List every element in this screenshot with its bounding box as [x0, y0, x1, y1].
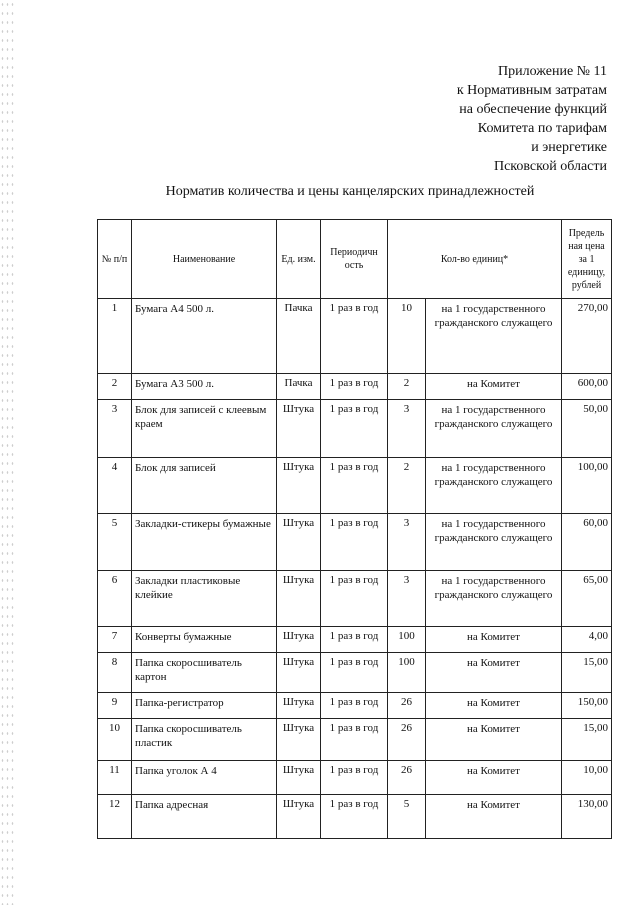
document-title: Норматив количества и цены канцелярских принадлежностей — [165, 184, 535, 199]
cell-name: Блок для записей с клеевым краем — [132, 400, 277, 458]
header-name: Наименование — [132, 220, 277, 299]
cell-frequency: 1 раз в год — [321, 374, 388, 400]
table-row — [98, 653, 612, 693]
cell-price: 50,00 — [562, 400, 612, 458]
table-row — [98, 693, 612, 719]
cell-unit: Штука — [277, 693, 321, 719]
header-unit: Ед. изм. — [277, 220, 321, 299]
cell-frequency: 1 раз в год — [321, 761, 388, 795]
cell-count: 3 — [388, 571, 426, 627]
cell-num: 11 — [98, 761, 132, 795]
cell-price: 600,00 — [562, 374, 612, 400]
cell-num: 7 — [98, 627, 132, 653]
cell-price: 270,00 — [562, 299, 612, 374]
cell-unit: Штука — [277, 514, 321, 571]
cell-count: 26 — [388, 719, 426, 761]
cell-unit: Штука — [277, 761, 321, 795]
cell-num: 2 — [98, 374, 132, 400]
cell-unit: Штука — [277, 400, 321, 458]
cell-num: 5 — [98, 514, 132, 571]
cell-frequency: 1 раз в год — [321, 458, 388, 514]
cell-frequency: 1 раз в год — [321, 299, 388, 374]
table-row — [98, 627, 612, 653]
cell-price: 15,00 — [562, 719, 612, 761]
cell-unit: Штука — [277, 795, 321, 839]
cell-recipient: на 1 государственного гражданского служащего — [426, 299, 562, 374]
cell-num: 1 — [98, 299, 132, 374]
cell-num: 12 — [98, 795, 132, 839]
cell-price: 60,00 — [562, 514, 612, 571]
table-row — [98, 761, 612, 795]
cell-num: 9 — [98, 693, 132, 719]
cell-name: Папка скоросшиватель картон — [132, 653, 277, 693]
cell-recipient: на 1 государственного гражданского служащего — [426, 400, 562, 458]
cell-frequency: 1 раз в год — [321, 653, 388, 693]
cell-name: Папка уголок А 4 — [132, 761, 277, 795]
table-row — [98, 719, 612, 761]
cell-frequency: 1 раз в год — [321, 627, 388, 653]
cell-price: 150,00 — [562, 693, 612, 719]
cell-price: 4,00 — [562, 627, 612, 653]
header-num: № п/п — [98, 220, 132, 299]
cell-count: 3 — [388, 400, 426, 458]
table-row — [98, 514, 612, 571]
cell-count: 5 — [388, 795, 426, 839]
table-row — [98, 571, 612, 627]
cell-price: 10,00 — [562, 761, 612, 795]
cell-name: Блок для записей — [132, 458, 277, 514]
table-row — [98, 400, 612, 458]
cell-price: 100,00 — [562, 458, 612, 514]
cell-num: 3 — [98, 400, 132, 458]
cell-frequency: 1 раз в год — [321, 693, 388, 719]
cell-name: Закладки пластиковые клейкие — [132, 571, 277, 627]
cell-frequency: 1 раз в год — [321, 571, 388, 627]
header-quantity: Кол-во единиц* — [388, 220, 562, 299]
appendix-line: Псковской области — [493, 159, 607, 174]
cell-count: 100 — [388, 627, 426, 653]
cell-num: 4 — [98, 458, 132, 514]
header-price: Предель ная цена за 1 единицу, рублей — [562, 220, 612, 299]
appendix-header — [457, 62, 607, 176]
cell-recipient: на Комитет — [426, 795, 562, 839]
cell-unit: Штука — [277, 571, 321, 627]
cell-recipient: на Комитет — [426, 653, 562, 693]
norms-table — [97, 219, 612, 839]
cell-recipient: на Комитет — [426, 719, 562, 761]
appendix-line: на обеспечение функций — [459, 102, 607, 117]
cell-count: 100 — [388, 653, 426, 693]
cell-recipient: на Комитет — [426, 627, 562, 653]
cell-name: Бумага А3 500 л. — [132, 374, 277, 400]
table-row — [98, 299, 612, 374]
cell-recipient: на Комитет — [426, 693, 562, 719]
cell-count: 26 — [388, 761, 426, 795]
cell-name: Закладки-стикеры бумажные — [132, 514, 277, 571]
cell-name: Папка адресная — [132, 795, 277, 839]
cell-price: 130,00 — [562, 795, 612, 839]
cell-unit: Штука — [277, 719, 321, 761]
appendix-line: и энергетике — [531, 140, 607, 155]
table-row — [98, 795, 612, 839]
appendix-line: Комитета по тарифам — [477, 121, 607, 136]
header-frequency: Периодичн ость — [321, 220, 388, 299]
cell-price: 65,00 — [562, 571, 612, 627]
cell-price: 15,00 — [562, 653, 612, 693]
cell-count: 3 — [388, 514, 426, 571]
cell-name: Бумага А4 500 л. — [132, 299, 277, 374]
cell-recipient: на Комитет — [426, 761, 562, 795]
cell-unit: Пачка — [277, 299, 321, 374]
cell-recipient: на 1 государственного гражданского служащего — [426, 571, 562, 627]
cell-name: Папка-регистратор — [132, 693, 277, 719]
cell-count: 10 — [388, 299, 426, 374]
cell-frequency: 1 раз в год — [321, 719, 388, 761]
cell-unit: Штука — [277, 627, 321, 653]
cell-frequency: 1 раз в год — [321, 514, 388, 571]
cell-count: 26 — [388, 693, 426, 719]
cell-count: 2 — [388, 374, 426, 400]
cell-unit: Штука — [277, 653, 321, 693]
appendix-line: Приложение № 11 — [498, 64, 607, 79]
appendix-line: к Нормативным затратам — [456, 83, 607, 98]
cell-count: 2 — [388, 458, 426, 514]
cell-name: Папка скоросшиватель пластик — [132, 719, 277, 761]
cell-recipient: на 1 государственного гражданского служащего — [426, 458, 562, 514]
cell-frequency: 1 раз в год — [321, 400, 388, 458]
cell-frequency: 1 раз в год — [321, 795, 388, 839]
table-row — [98, 458, 612, 514]
cell-num: 8 — [98, 653, 132, 693]
scan-margin-speckle — [0, 0, 16, 905]
cell-unit: Штука — [277, 458, 321, 514]
cell-num: 6 — [98, 571, 132, 627]
cell-recipient: на 1 государственного гражданского служащего — [426, 514, 562, 571]
cell-unit: Пачка — [277, 374, 321, 400]
table-header-row — [98, 220, 612, 299]
table-row — [98, 374, 612, 400]
cell-name: Конверты бумажные — [132, 627, 277, 653]
cell-num: 10 — [98, 719, 132, 761]
cell-recipient: на Комитет — [426, 374, 562, 400]
